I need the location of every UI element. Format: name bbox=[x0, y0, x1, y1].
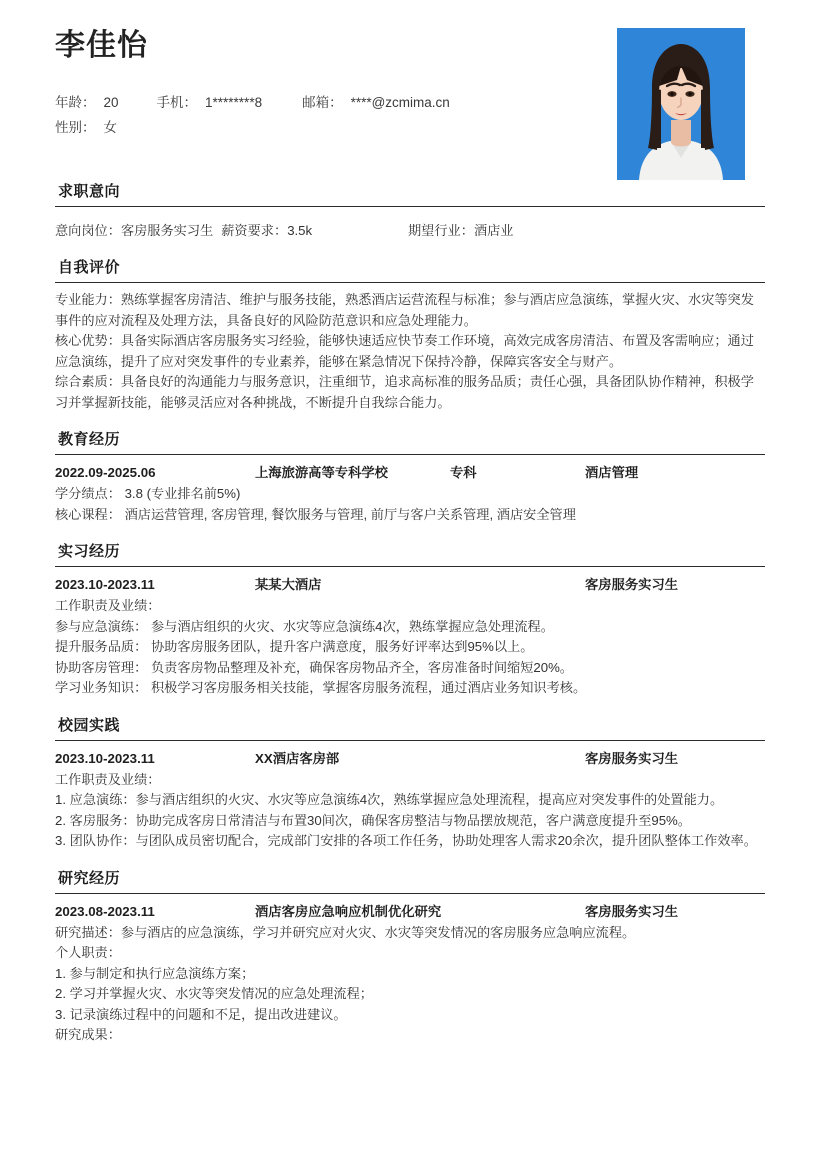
age-value: 20 bbox=[103, 95, 119, 110]
self-evaluation-paragraph: 专业能力：熟练掌握客房清洁、维护与服务技能，熟悉酒店运营流程与标准；参与酒店应急演练，掌握火灾、水灾等突发事件的应对流程及处理方法，具备良好的风险防范意识和应急处理能力。 bbox=[55, 292, 754, 328]
objective-position-value: 客房服务实习生 bbox=[120, 223, 214, 238]
campus-practice-role: 客房服务实习生 bbox=[585, 750, 679, 766]
section-title-self-evaluation: 自我评价 bbox=[58, 259, 121, 276]
education-gpa: 学分绩点： 3.8 (专业排名前5%) bbox=[55, 486, 241, 501]
objective-salary-value: 3.5k bbox=[287, 223, 313, 238]
research-duty-item: 3. 记录演练过程中的问题和不足，提出改进建议。 bbox=[55, 1006, 347, 1022]
internship-entry-header bbox=[55, 574, 765, 595]
email-value: ****@zcmima.cn bbox=[350, 95, 450, 110]
objective-industry-label: 期望行业： bbox=[408, 223, 474, 238]
phone-field bbox=[157, 90, 263, 115]
section-divider bbox=[55, 454, 765, 455]
education-courses: 核心课程： 酒店运营管理, 客房管理, 餐饮服务与管理, 前厅与客户关系管理, 酒店安全管理 bbox=[55, 506, 576, 522]
section-divider bbox=[55, 282, 765, 283]
section-divider bbox=[55, 206, 765, 207]
age-field bbox=[55, 90, 119, 115]
education-date: 2022.09-2025.06 bbox=[55, 465, 156, 480]
research-description: 研究描述：参与酒店的应急演练，学习并研究应对火灾、水灾等突发情况的客房服务应急响应流程。 bbox=[55, 924, 636, 940]
self-evaluation-paragraph: 综合素质：具备良好的沟通能力与服务意识，注重细节，追求高标准的服务品质；责任心强，具备团队协作精神，积极学习并掌握新技能，能够灵活应对各种挑战，不断提升自我综合能力。 bbox=[55, 374, 754, 410]
campus-practice-item: 1. 应急演练：参与酒店组织的火灾、水灾等应急演练4次，熟练掌握应急处理流程，提高应对突发事件的处置能力。 bbox=[55, 792, 724, 807]
objective-salary-label: 薪资要求： bbox=[221, 223, 288, 238]
education-entry-header bbox=[55, 462, 765, 483]
section-objective bbox=[55, 180, 765, 242]
research-project: 酒店客房应急响应机制优化研究 bbox=[255, 903, 442, 919]
research-entry-header bbox=[55, 901, 765, 922]
section-title-education: 教育经历 bbox=[58, 431, 121, 448]
gender-value: 女 bbox=[103, 120, 117, 135]
campus-practice-item: 3. 团队协作：与团队成员密切配合，完成部门安排的各项工作任务，协助处理客人需求20余次，提升团队整体工作效率。 bbox=[55, 833, 757, 848]
email-label: 邮箱： bbox=[302, 95, 343, 110]
gender-label: 性别： bbox=[55, 120, 96, 135]
research-date: 2023.08-2023.11 bbox=[55, 903, 155, 919]
education-school: 上海旅游高等专科学校 bbox=[255, 465, 388, 480]
section-title-campus-practice: 校园实践 bbox=[58, 716, 121, 734]
campus-practice-subheading: 工作职责及业绩： bbox=[55, 771, 161, 787]
email-field bbox=[302, 90, 450, 115]
age-label: 年龄： bbox=[55, 95, 96, 110]
campus-practice-organization: XX酒店客房部 bbox=[255, 750, 340, 766]
internship-item: 学习业务知识： 积极学习客房服务相关技能，掌握客房服务流程，通过酒店业务知识考核。 bbox=[55, 680, 587, 695]
education-entry bbox=[55, 462, 765, 525]
internship-item: 提升服务品质： 协助客房服务团队，提升客户满意度，服务好评率达到95%以上。 bbox=[55, 639, 534, 654]
self-evaluation-paragraph: 核心优势：具备实际酒店客房服务实习经验，能够快速适应快节奏工作环境，高效完成客房清洁、布置及客需响应；通过应急演练，提升了应对突发事件的专业素养，能够在紧急情况下保持冷静，保障宾客安全与财产。 bbox=[55, 333, 754, 369]
objective-industry-value: 酒店业 bbox=[473, 223, 514, 238]
objective-position-label: 意向岗位： bbox=[55, 223, 121, 238]
section-campus-practice bbox=[55, 714, 765, 852]
section-internship bbox=[55, 540, 765, 699]
internship-entry bbox=[55, 574, 765, 699]
section-title-objective: 求职意向 bbox=[58, 183, 121, 200]
campus-practice-entry-header bbox=[55, 748, 765, 769]
objective-position-and-salary bbox=[55, 220, 312, 242]
campus-practice-date: 2023.10-2023.11 bbox=[55, 750, 155, 766]
internship-item: 参与应急演练： 参与酒店组织的火灾、水灾等应急演练4次，熟练掌握应急处理流程。 bbox=[55, 618, 554, 634]
phone-label: 手机： bbox=[156, 95, 198, 110]
section-education bbox=[55, 428, 765, 525]
candidate-name: 李佳怡 bbox=[55, 29, 148, 62]
internship-subheading: 工作职责及业绩： bbox=[55, 598, 161, 613]
internship-item: 协助客房管理： 负责客房物品整理及补充，确保客房物品齐全，客房准备时间缩短20%。 bbox=[55, 659, 573, 675]
resume-header bbox=[55, 0, 765, 168]
section-title-research: 研究经历 bbox=[58, 869, 121, 887]
section-title-internship: 实习经历 bbox=[58, 543, 121, 560]
education-major: 酒店管理 bbox=[585, 465, 639, 480]
campus-practice-item: 2. 客房服务：协助完成客房日常清洁与布置30间次，确保客房整洁与物品摆放规范，客户满意度提升至95%。 bbox=[55, 812, 691, 828]
campus-practice-entry bbox=[55, 748, 765, 852]
id-photo-illustration bbox=[617, 28, 745, 180]
internship-company: 某某大酒店 bbox=[255, 577, 322, 592]
education-degree: 专科 bbox=[450, 465, 477, 480]
research-duty-item: 2. 学习并掌握火灾、水灾等突发情况的应急处理流程； bbox=[55, 986, 373, 1001]
objective-row bbox=[55, 220, 765, 242]
section-divider bbox=[55, 566, 765, 567]
avatar bbox=[617, 28, 745, 180]
section-divider bbox=[55, 893, 765, 894]
research-result-heading: 研究成果： bbox=[55, 1027, 121, 1042]
research-entry bbox=[55, 901, 765, 1046]
gender-field bbox=[55, 115, 117, 140]
internship-role: 客房服务实习生 bbox=[585, 577, 679, 592]
research-duty-item: 1. 参与制定和执行应急演练方案； bbox=[55, 965, 255, 981]
objective-industry bbox=[408, 220, 514, 242]
internship-date: 2023.10-2023.11 bbox=[55, 577, 155, 592]
research-duty-heading: 个人职责： bbox=[55, 945, 121, 960]
phone-value: 1********8 bbox=[205, 95, 263, 110]
research-role: 客房服务实习生 bbox=[585, 903, 679, 919]
section-self-evaluation bbox=[55, 256, 765, 413]
section-divider bbox=[55, 740, 765, 741]
section-research bbox=[55, 867, 765, 1046]
